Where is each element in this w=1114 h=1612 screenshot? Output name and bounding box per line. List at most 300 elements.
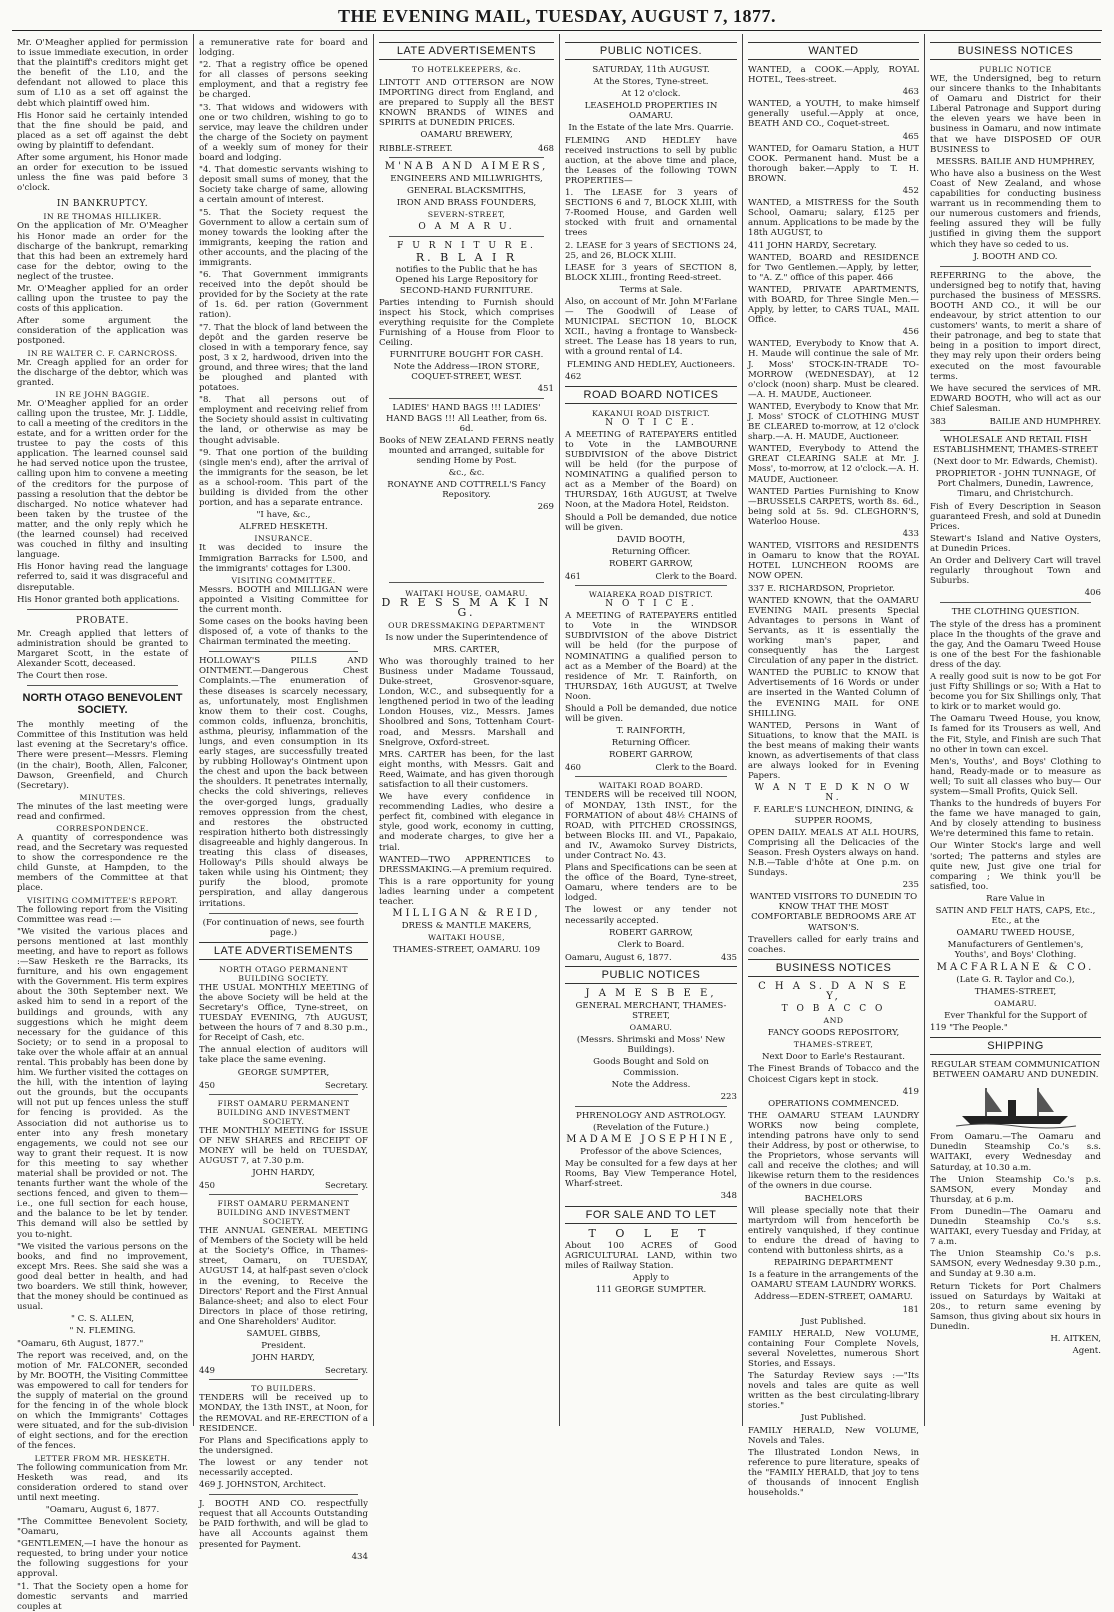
- article-headline: NORTH OTAGO BENEVOLENT SOCIETY.: [22, 692, 183, 717]
- section-heading: IN BANKRUPTCY.: [56, 199, 149, 210]
- divider: [389, 398, 544, 399]
- divider: [389, 157, 544, 158]
- paragraph: After some argument the consideration of the application was postponed.: [17, 316, 188, 347]
- advert-footer: [199, 1180, 368, 1190]
- column-2: [194, 34, 374, 1562]
- paragraph: Should a Poll be demanded, due notice will be given.: [565, 512, 737, 533]
- advert-title: M'NAB AND AIMERS,: [384, 160, 549, 172]
- paragraph: "Oamaru, 6th August, 1877.": [17, 1338, 144, 1349]
- advert-number: 461: [565, 571, 581, 582]
- paragraph: "The Committee Benevolent Society, "Oamaru,: [17, 1517, 188, 1538]
- divider: [940, 602, 1091, 603]
- divider: [209, 913, 358, 914]
- advert-number: 348: [720, 1191, 737, 1202]
- paragraph: This is a rare opportunity for young ladies learning under a competent teacher.: [379, 876, 554, 907]
- signature: ROBERT GARROW,: [608, 558, 693, 569]
- sub-heading: VISITING COMMITTEE.: [231, 575, 336, 585]
- paragraph: LINTOTT AND OTTERSON are NOW IMPORTING direct from England, and are prepared to Supply all the BEST KNOWN BRANDS of WINES and SPIRITS at DUNEDIN PRICES.: [379, 78, 554, 129]
- title: Secretary.: [325, 1365, 368, 1376]
- paragraph: His Honor granted both applications.: [17, 594, 180, 605]
- paragraph: N O T I C E.: [605, 599, 697, 610]
- paragraph: MRS. CARTER,: [433, 644, 500, 655]
- advert-heading: FIRST OAMARU PERMANENT BUILDING AND INVESTMENT SOCIETY.: [216, 1199, 351, 1227]
- wanted-advert: WANTED, Everybody to Know that A. H. Maude will continue the sale of Mr. J. Moss' STOCK-IN-TRADE TO-MORROW (WEDNESDAY), at 12 o'clock (noon) sharp. Must be cleared.—A. H. MAUDE, Auctioneer.: [748, 339, 919, 400]
- paragraph: "9. That one portion of the building (single men's end), after the arrival of the immigrants for the season, be let as a school-room. This part of the building is divided from the other portion, and has a separate entrance.: [199, 447, 368, 509]
- paragraph: MRS. CARTER has been, for the last eight months, with Messrs. Gait and Reed, Waimate, and has given thorough satisfaction to all their customers.: [379, 749, 554, 790]
- paragraph: F. EARLE'S LUNCHEON, DINING, & SUPPER ROOMS,: [753, 805, 914, 826]
- paragraph: The Finest Brands of Tobacco and the Choicest Cigars kept in stock.: [748, 1064, 919, 1085]
- title: Clerk to Board.: [617, 939, 685, 950]
- paragraph: Ever Thankful for the Support of: [944, 1010, 1087, 1021]
- paragraph: "8. That all persons out of employment and receiving relief from the Society should assist in cultivating the land, or otherwise as may be thought advisable.: [199, 395, 368, 446]
- paragraph: FAMILY HERALD, New VOLUME, Novels and Tales.: [748, 1425, 919, 1446]
- paragraph: 119 "The People.": [930, 1022, 1008, 1033]
- paragraph: Professor of the above Sciences,: [580, 1147, 722, 1158]
- paragraph: THAMES-STREET,: [793, 1040, 874, 1050]
- wanted-advert: WANTED, BOARD and RESIDENCE for Two Gentlemen.—Apply, by letter, to "A. Z." office of this paper. 466: [748, 252, 919, 283]
- paragraph: The Illustrated London News, in reference to pure literature, speaks of the "FAMILY HERALD, that joy to tens of thousands of innocent English households.": [748, 1447, 919, 1499]
- case-heading: IN RE WALTER C. F. CARNCROSS.: [27, 348, 178, 358]
- paragraph: OAMARU TWEED HOUSE,: [956, 928, 1075, 939]
- divider: [575, 1106, 727, 1107]
- paragraph: T O B A C C O: [781, 1003, 886, 1014]
- paragraph: WE, the Undersigned, beg to return our sincere thanks to the Inhabitants of Oamaru and District for their Liberal Patronage and Support during the eleven years we have been in business in Oamaru, and now intimate that we have DISPOSED OF OUR BUSINESS to: [930, 74, 1101, 155]
- paragraph: (Revelation of the Future.): [592, 1122, 710, 1133]
- title: Secretary.: [325, 1180, 368, 1191]
- paragraph: "6. That Government immigrants received into the depôt should be provided for by the Society at the rate of 1s. 6d. per ration (Government ration).: [199, 270, 368, 321]
- sub-heading: CORRESPONDENCE.: [56, 824, 149, 833]
- paragraph: Just Published.: [800, 1413, 867, 1424]
- paragraph: LEASE for 3 years of SECTION 8, BLOCK XLIII., fronting Reed-street.: [565, 262, 737, 283]
- paragraph: DRESS & MANTLE MAKERS,: [401, 921, 532, 932]
- wanted-advert: WANTED, PRIVATE APARTMENTS, with BOARD, for Three Single Men.—Apply, by letter, to CARS TUAL, MAIL Office.: [748, 284, 919, 326]
- paragraph: Parties intending to Furnish should inspect his Stock, which comprises everything requisite for the Complete Furnishing of a House from Floor to Ceiling.: [379, 297, 554, 348]
- paragraph: THE ANNUAL GENERAL MEETING of Members of the Society will be held at the Society's Office, in Thames-street, Oamaru, on TUESDAY, AUGUST 14, at half-past seven o'clock in the evening, to Receive the Directors' Report and the First Annual Balance-sheet; and also to elect Four Directors in place of those retiring, and One Shareholders' Auditor.: [199, 1226, 368, 1327]
- signature: ALFRED HESKETH.: [239, 522, 328, 533]
- paragraph: Terms at Sale.: [619, 284, 683, 295]
- paragraph: His Honor said he certainly intended that the fine should be paid, and placed as a set off against the debt owing by plaintiff to defendant.: [17, 110, 188, 151]
- signature: ROBERT GARROW,: [608, 750, 693, 761]
- verse: The style of the dress has a prominent place In the thoughts of the grave and the gay, And the Oamaru Tweed House is one of the best For the fashionable dress of the day.: [930, 619, 1101, 670]
- advert-heading: FIRST OAMARU PERMANENT BUILDING AND INVESTMENT SOCIETY.: [216, 1098, 351, 1126]
- divider: [940, 266, 1091, 267]
- paragraph: Manufacturers of Gentlemen's, Youths', and Boys' Clothing.: [947, 940, 1084, 961]
- paragraph: Is a feature in the arrangements of the OAMARU STEAM LAUNDRY WORKS.: [748, 1270, 919, 1291]
- advert-number: 449: [199, 1365, 215, 1376]
- paragraph: THAMES-STREET, OAMARU. 109: [392, 945, 541, 956]
- paragraph: May be consulted for a few days at her Rooms, Bay View Temperance Hotel, Wharf-street.: [565, 1159, 737, 1190]
- sub-heading: INSURANCE.: [254, 534, 313, 544]
- advert-footer: [565, 762, 737, 772]
- masthead: THE EVENING MAIL, TUESDAY, AUGUST 7, 1877.: [337, 6, 777, 26]
- paragraph: Rare Value in: [986, 893, 1045, 904]
- sub-heading: LETTER FROM MR. HESKETH.: [34, 1453, 171, 1463]
- paragraph: J. BOOTH AND CO. respectfully request that all Accounts Outstanding be PAID forthwith, and will be glad to have all Accounts against them presented for Payment.: [199, 1499, 368, 1550]
- paragraph: OAMARU.: [629, 1023, 673, 1033]
- paragraph: OPEN DAILY. MEALS AT ALL HOURS, Comprising all the Delicacies of the Season. Fresh Oysters always on hand. N.B.—Table d'hôte at One p.m. on Sundays.: [748, 827, 919, 879]
- paragraph: (Late G. R. Taylor and Co.),: [956, 974, 1075, 985]
- paragraph: From Dunedin—The Oamaru and Dunedin Steamship Co.'s s.s. WAITAKI, every Tuesday and Friday, at 7 a.m.: [930, 1206, 1101, 1248]
- advert-title: R. B L A I R: [415, 251, 518, 265]
- paragraph: OAMARU.: [994, 998, 1037, 1008]
- date: Oamaru, August 6, 1877.: [565, 951, 672, 962]
- advert-number: 452: [902, 186, 919, 197]
- paragraph: FLEMING AND HEDLEY have received instructions to sell by public auction, at the above time and place, the Leases of the following TOWN PROPERTIES—: [565, 135, 737, 186]
- paragraph: Goods Bought and Sold on Commission.: [593, 1057, 709, 1078]
- paragraph: "3. That widows and widowers with one or two children, wishing to go to service, may leave the children under the charge of the Society on payment of a weekly sum of money for their board and lodging.: [199, 102, 368, 164]
- column-4: [560, 34, 743, 1426]
- case-heading: IN RE THOMAS HILLIKER.: [43, 212, 162, 222]
- paragraph: THE MONTHLY MEETING for ISSUE OF NEW SHARES and RECEIPT OF MONEY will be held on TUESDAY, AUGUST 7, at 7.30 p.m.: [199, 1125, 368, 1166]
- signature: BAILIE AND HUMPHREY.: [989, 416, 1101, 426]
- title: Secretary.: [325, 1079, 368, 1090]
- signature: J. BOOTH AND CO.: [973, 251, 1058, 262]
- wanted-advert: WANTED VISITORS TO DUNEDIN TO KNOW THAT THE MOST COMFORTABLE BEDROOMS ARE AT WATSON'S.: [749, 892, 918, 933]
- paragraph: Plans and Specifications can be seen at the office of the Board, Tyne-street, Oamaru, where tenders are to be lodged.: [565, 863, 737, 904]
- divider: [209, 1379, 358, 1380]
- column-5: [743, 34, 925, 1499]
- divider: [575, 776, 727, 777]
- paragraph: Mr. Creagh applied for an order for the discharge of the debtor, which was granted.: [17, 357, 188, 388]
- paragraph: The following communication from Mr. Hesketh was read, and its consideration ordered to stand over until next meeting.: [17, 1462, 188, 1503]
- paragraph: "5. That the Society request the Government to allow a certain sum of money towards the looking after the immigrants, keeping the ration and other accounts, and the placing of the immigrants.: [199, 207, 368, 268]
- advert-number: 460: [565, 762, 581, 773]
- paragraph: (Messrs. Shrimski and Moss' New Buildings).: [576, 1035, 726, 1056]
- wanted-advert: WANTED, Everybody to Attend the GREAT CLEARING SALE at Mr. J. Moss', to-morrow, at 12 o'clock.—A. H. MAUDE, Auctioneer.: [748, 444, 919, 485]
- verse: The Oamaru Tweed House, you know, Is famed for its Trousers as well, And the Fit, Style, and Finish are such That no other in town can excel.: [930, 714, 1101, 755]
- advert-heading: NORTH OTAGO PERMANENT BUILDING SOCIETY.: [219, 964, 348, 983]
- advert-number: 383: [930, 416, 946, 426]
- advert-heading: BACHELORS: [804, 1193, 863, 1204]
- paragraph: "4. That domestic servants wishing to deposit small sums of money, that the Society take charge of same, allowing a certain amount of interest.: [199, 165, 368, 206]
- advert-number: 456: [902, 327, 919, 338]
- advert-heading: OPERATIONS COMMENCED.: [768, 1098, 899, 1109]
- paragraph: Mr. O'Meagher applied for an order calling upon the trustee, Mr. J. Liddle, to call a meeting of the creditors in the estate, and for a written order for the trustee to pay the costs of this application. The learned counsel said he had served notice upon the trustee, calling upon him to convene a meeting of the creditors for the purpose of passing a resolution that the debtor be discharged. No notice whatever had been taken by the trustee of the matter, and the only reply which he (the learned counsel) had received was couched in filthy and insulting language.: [17, 398, 188, 561]
- paragraph: OUR DRESSMAKING DEPARTMENT: [388, 620, 545, 630]
- paragraph: FAMILY HERALD, New VOLUME, containing Four Complete Novels, several Novelettes, numerous Short Stories, and Essays.: [748, 1328, 919, 1369]
- section-banner: PUBLIC NOTICES: [565, 966, 737, 984]
- paragraph: Books of NEW ZEALAND FERNS neatly mounted and arranged, suitable for sending Home by Post.: [379, 435, 554, 466]
- wanted-advert: WANTED Parties Furnishing to Know —BRUSSELS CARPETS, worth 8s. 6d., being sold at 5s. 9d. CLEGHORN'S, Waterloo House.: [748, 486, 919, 527]
- advert-footer: [199, 1365, 368, 1375]
- paragraph: The lowest or any tender not necessarily accepted.: [199, 1457, 368, 1478]
- divider: [209, 1494, 358, 1495]
- divider: [27, 609, 178, 610]
- paragraph: A quantity of correspondence was read, and the Secretary was requested to show the correspondence re the child Gunste, at Hampden, to the members of the Committee at that place.: [17, 833, 188, 894]
- advert-title: W A N T E D K N O W N.: [754, 783, 913, 804]
- advert-footer: [199, 1080, 368, 1090]
- paragraph: REFERRING to the above, the undersigned beg to notify that, having purchased the business of MESSRS. BOOTH AND CO., it will be our endeavour, by strict attention to our customers' wants, to merit a share of their patronage, and beg to state that being in a position to import direct, they may rely upon their orders being executed on the most favourable terms.: [930, 270, 1101, 382]
- advert-heading: WAITAKI HOUSE, OAMARU.: [405, 589, 528, 599]
- paragraph: TENDERS will be received up to MONDAY, the 13th INST., at Noon, for the REMOVAL and RE-ERECTION of a RESIDENCE.: [199, 1393, 368, 1434]
- paragraph: "We visited the various persons on the books, and find no improvement, except Mrs. Rees. She said she was a good deal better in health, and had two boarders. We still think, however, that the money should be continued as usual.: [17, 1241, 188, 1313]
- paragraph: Apply to: [632, 1272, 670, 1283]
- advert-title: J A M E S B E E,: [585, 987, 717, 999]
- advert-heading: TO HOTELKEEPERS, &c.: [411, 65, 522, 74]
- paragraph: SEVERN-STREET,: [427, 209, 506, 219]
- paragraph: "GENTLEMEN,—I have the honour as requested, to bring under your notice the following suggestions for your approval.: [17, 1539, 188, 1580]
- divider: [575, 585, 727, 586]
- paragraph: THE USUAL MONTHLY MEETING of the above Society will be held at the Secretary's Office, Tyne-street, on TUESDAY EVENING, 7th AUGUST, between the hours of 7 and 8.30 p.m., for Receipt of Cash, etc.: [199, 982, 368, 1044]
- advert-heading: KAKANUI ROAD DISTRICT.: [592, 408, 710, 418]
- advert-number: 468: [538, 142, 554, 153]
- paragraph: FURNITURE BOUGHT FOR CASH.: [389, 350, 544, 361]
- wanted-advert: WANTED the PUBLIC to KNOW that Advertisements of 16 Words or under are inserted in the Wanted Column of the EVENING MAIL for ONE SHILLING.: [748, 668, 919, 719]
- paragraph: An Order and Delivery Cart will travel regularly throughout Town and Suburbs.: [930, 556, 1101, 587]
- divider: [209, 1094, 358, 1095]
- advert-footer: [565, 571, 737, 581]
- paragraph: TENDERS will be received till NOON, of MONDAY, 13th INST., for the FORMATION of about 48½ CHAINS of ROAD, with PITCHED CROSSINGS, between Blocks III. and VI., Papakaio, and IV., Awamoko Survey Districts, under Contract No. 43.: [565, 790, 737, 861]
- paragraph: The Court then rose.: [17, 671, 108, 682]
- paragraph: LADIES' HAND BAGS !!! LADIES' HAND BAGS !!! All Leather, from 6s. 6d.: [386, 403, 547, 434]
- paragraph: THE OAMARU STEAM LAUNDRY WORKS now being complete, intending patrons have only to send their Address, by post or otherwise, to the Proprietors, whose servants will call and receive the clothes; and will likewise return them to the residences of the owners in due course.: [748, 1110, 919, 1192]
- paragraph: a remunerative rate for board and lodging.: [199, 38, 368, 59]
- title: Clerk to the Board.: [655, 762, 737, 773]
- signature: GEORGE SUMPTER,: [237, 1067, 330, 1078]
- paragraph: Travellers called for early trains and coaches.: [748, 934, 919, 955]
- advert-title: WHOLESALE AND RETAIL FISH ESTABLISHMENT, THAMES-STREET: [933, 435, 1098, 456]
- paragraph: It was decided to insure the Immigration Barracks for L500, and the immigrants' cottages for L300.: [199, 543, 368, 574]
- verse: Our Winter Stock's large and well 'sorted; The patterns and styles are quite new, Just give one trial for comparing ; We think you'll be satisfied, too.: [930, 841, 1101, 892]
- section-banner: ROAD BOARD NOTICES: [565, 386, 737, 404]
- signature: " C. S. ALLEN,: [70, 1314, 135, 1325]
- advert-number: 434: [351, 1551, 368, 1562]
- title: Returning Officer.: [611, 546, 691, 557]
- paragraph: "We visited the various places and persons mentioned at last monthly meeting, and have to report as follows :—Saw Hesketh re the Barracks, its furniture, and his own engagement with the Government. His term expires about the 30th September next. We asked him to send in a report of the buildings and grounds, with any suggestions which he might deem necessary for the guidance of this Society; or to send in a proposal to take over the whole affair at an annual rental. This probably has been done by him. We further visited the cottages on the hill, with the intention of laying out the grounds, but the occupants will not put up fences unless the stuff for fencing is provided. As the Association did not authorise us to enter into any fresh monetary engagements, we could not see our way to grant their request. It is now for this meeting to say whether material shall be provided or not. The tenants further want the whole of the sections fenced, and given to them—i.e., one full section for each house, and the balance to be let by tender. This demand will also be settled by you to-night.: [17, 926, 188, 1240]
- paragraph: OAMARU BREWERY,: [420, 130, 513, 141]
- paragraph: The annual election of auditors will take place the same evening.: [199, 1045, 368, 1066]
- address: RIBBLE-STREET.: [379, 142, 453, 153]
- verse: A really good suit is now to be got For just Fifty Shillings or so; With a Hat to become you for Six Shillings only, That to kirk or to market would go.: [930, 671, 1101, 713]
- paragraph: GENERAL BLACKSMITHS,: [407, 185, 526, 196]
- divider: [389, 236, 544, 237]
- section-banner: SHIPPING: [930, 1037, 1101, 1055]
- paragraph: Who have also a business on the West Coast of New Zealand, and whose capabilities for conducting business warrant us in recommending them to our numerous customers and friends, feeling assured they will be fully justified in giving them the support which they have so ceded to us.: [930, 168, 1101, 250]
- advert-number: 235: [902, 880, 919, 891]
- wanted-advert: WANTED, a YOUTH, to make himself generally useful.—Apply at once, BEATH AND CO., Coquet-street.: [748, 99, 919, 130]
- wanted-advert: WANTED, for Oamaru Station, a HUT COOK. Permanent hand. Must be a thorough baker.—Apply to T. H. BROWN.: [748, 143, 919, 184]
- paragraph: AND: [823, 1016, 844, 1026]
- paragraph: His Honor having read the language referred to, said it was disgraceful and disreputable.: [17, 562, 188, 593]
- advert-heading: PHRENOLOGY AND ASTROLOGY.: [576, 1110, 726, 1121]
- advert-heading: WAITAKI ROAD BOARD.: [598, 781, 704, 791]
- wanted-advert: WANTED, Persons in Want of Situations, to know that the MAIL is the best means of making their wants known, as advertisements of that class are always looked for in Evening Papers.: [748, 720, 919, 782]
- column-1: [12, 34, 194, 1612]
- paragraph: About 100 ACRES of Good AGRICULTURAL LAND, within two miles of Railway Station.: [565, 1240, 737, 1271]
- advert-title: C H A S. D A N S E Y,: [758, 980, 909, 1002]
- signature: 337 E. RICHARDSON, Proprietor.: [748, 583, 895, 594]
- paragraph: 2. LEASE for 3 years of SECTIONS 24, 25, and 26, BLOCK XLIII.: [565, 240, 737, 261]
- verse: Thanks to the hundreds of buyers For the fame we have managed to gain, And by closely attending to business We're determined this fame to retain.: [930, 799, 1101, 840]
- paragraph: After some argument, his Honor made an order for execution to be issued unless the fine was paid before 3 o'clock.: [17, 153, 188, 194]
- advert-heading: REPAIRING DEPARTMENT: [773, 1258, 894, 1269]
- advert-number: 450: [199, 1180, 215, 1191]
- title: Clerk to the Board.: [655, 571, 737, 582]
- divider: [27, 685, 178, 686]
- paragraph: The monthly meeting of the Committee of this Institution was held last evening at the Secretary's office. There were present—Messrs. Fleming (in the chair), Booth, Allen, Falconer, Dawson, Greenfield, and Church (Secretary).: [17, 720, 188, 791]
- signature: JOHN HARDY,: [252, 1168, 315, 1178]
- advert-heading: WAIAREKA ROAD DISTRICT.: [588, 590, 714, 600]
- paragraph: Mr. O'Meagher applied for permission to issue immediate execution, in order that the plaintiff's creditors might get the benefit of the L10, and the defendant not allowed to place this sum of L10 as a set off against the debt which plaintiff owed him.: [17, 38, 188, 109]
- signature: FLEMING AND HEDLEY, Auctioneers.: [566, 359, 736, 370]
- case-heading: IN RE JOHN BAGGIE.: [55, 389, 150, 399]
- paragraph: On the application of Mr. O'Meagher his Honor made an order for the discharge of the bankrupt, remarking that this had been an extremely hard case for the debtor, owing to the neglect of the trustee.: [17, 221, 188, 282]
- sub-heading: VISITING COMMITTEE'S REPORT.: [27, 895, 178, 905]
- paragraph: MESSRS. BAILIE AND HUMPHREY,: [936, 156, 1095, 167]
- paragraph: WANTED—TWO APPRENTICES to DRESSMAKING.—A premium required.: [379, 854, 554, 875]
- advert-title: MADAME JOSEPHINE,: [566, 1133, 736, 1145]
- section-heading: PROBATE.: [75, 615, 130, 626]
- paragraph: "Oamaru, August 6, 1877.: [45, 1504, 160, 1515]
- advert-title: T O L E T: [588, 1226, 714, 1240]
- paragraph: LEASEHOLD PROPERTIES IN OAMARU.: [584, 101, 718, 122]
- advert-title: REGULAR STEAM COMMUNICATION BETWEEN OAMARU AND DUNEDIN.: [931, 1060, 1100, 1081]
- signature: 411 JOHN HARDY, Secretary.: [748, 240, 877, 251]
- column-6: [925, 34, 1106, 1426]
- paragraph: "7. That the block of land between the depôt and the garden reserve be closed in with a temporary fence, say post, 3 x 2, hardwood, driven into the ground, and three wires; that the land be ploughed and planted with potatoes.: [199, 322, 368, 394]
- advert-heading: THE CLOTHING QUESTION.: [951, 607, 1080, 618]
- section-banner: WANTED: [748, 42, 919, 60]
- paragraph: We have every confidence in recommending Ladies, who desire a perfect fit, combined with elegance in style, good work, economy in cutting, and moderate charges, to give her a trial.: [379, 792, 554, 853]
- advert-number: 419: [902, 1086, 919, 1097]
- title: President.: [261, 1341, 306, 1352]
- paragraph: The following report from the Visiting Committee was read :—: [17, 904, 188, 925]
- signature: JOHN HARDY,: [252, 1353, 315, 1364]
- steamship-icon: [956, 1084, 1076, 1128]
- advert-number: 433: [902, 529, 919, 540]
- paragraph: The lowest or any tender not necessarily accepted.: [565, 905, 737, 926]
- paragraph: The minutes of the last meeting were read and confirmed.: [17, 801, 188, 822]
- paragraph: Just Published.: [800, 1316, 867, 1327]
- advert-number: 451: [537, 384, 554, 395]
- advert-number: 269: [537, 502, 554, 513]
- paragraph: A MEETING of RATEPAYERS entitled to Vote in the LAMBOURNE SUBDIVISION of the above District will be held (for the purpose of NOMINATING a qualified person to act as a Member of the Board) on THURSDAY, 16th AUGUST, at Twelve Noon, at the Madora Hotel, Reidston.: [565, 429, 737, 511]
- verse: Men's, Youths', and Boys' Clothing to hand, Ready-made or to measure as well; To suit all classes who buy— Our system—Small Profits, Quick Sell.: [930, 756, 1101, 797]
- advert-footer: [379, 143, 554, 153]
- divider: [209, 651, 358, 652]
- wanted-advert: WANTED, Everybody to Know that Mr. J. Moss' STOCK of CLOTHING MUST BE CLEARED to-morrow, at 12 o'clock sharp.—A. H. MAUDE, Auctioneer.: [748, 401, 919, 443]
- paragraph: "2. That a registry office be opened for all classes of persons seeking employment, and that a registry fee be charged.: [199, 60, 368, 101]
- paragraph: Should a Poll be demanded, due notice will be given.: [565, 703, 737, 725]
- wanted-advert: WANTED, a COOK.—Apply, ROYAL HOTEL, Tees-street.: [748, 65, 919, 86]
- section-banner: PUBLIC NOTICES.: [565, 42, 737, 60]
- signature: "I have, &c.,: [256, 510, 311, 521]
- wanted-advert: WANTED, VISITORS and RESIDENTS in Oamaru to know that the ROYAL HOTEL LUNCHEON ROOMS are NOW OPEN.: [748, 541, 919, 582]
- signature: T. RAINFORTH,: [616, 726, 686, 737]
- paragraph: The Union Steamship Co.'s p.s. SAMSON, every Monday and Thursday, at 6 p.m.: [930, 1174, 1101, 1205]
- holloway-advert: HOLLOWAY'S PILLS AND OINTMENT.—Dangerous Chest Complaints.—The enumeration of these diseases is scarcely necessary, as, unfortunately, most Englishmen know them to their cost. Coughs, common colds, influenza, bronchitis, asthma, pleurisy, inflammation of the lungs, and even consumption in its early stages, are successfully treated by rubbing Holloway's Ointment upon the chest and upon the back between the shoulders. It penetrates internally, checks the cold shiverings, relieves the over-gorged lungs, gradually removes oppression from the chest, and restores the obstructed respiration hitherto both distressingly disagreeable and highly dangerous. In treating this class of diseases, Holloway's Pills should always be taken while using his Ointment; they purify the blood, promote perspiration, and allay dangerous irritations.: [199, 656, 368, 909]
- paragraph: Note the Address.: [611, 1079, 691, 1090]
- paragraph: Also, on account of Mr. John M'Farlane— The Goodwill of Lease of MUNICIPAL SECTION 10, BLOCK XCII., having a frontage to Wansbeck-street. The Lease has 18 years to run, with a ground rental of L4.: [565, 296, 737, 358]
- paragraph: WAITAKI HOUSE,: [428, 933, 505, 943]
- section-banner: BUSINESS NOTICES: [748, 959, 919, 977]
- paragraph: Will please specially note that their martyrdom will from henceforth be entirely vanquished, if they continue to endure the dread of having to contend with buttonless shirts, as a: [748, 1205, 919, 1257]
- advert-footer: [930, 416, 1101, 426]
- paragraph: At the Stores, Tyne-street.: [593, 77, 709, 88]
- paragraph: Next Door to Earle's Restaurant.: [762, 1052, 905, 1063]
- paragraph: In the Estate of the late Mrs. Quarrie.: [568, 123, 734, 134]
- paragraph: THAMES-STREET,: [974, 986, 1057, 997]
- advert-number: 406: [1084, 588, 1101, 599]
- signature: 469 J. JOHNSTON, Architect.: [199, 1480, 326, 1491]
- paragraph: Messrs. BOOTH and MILLIGAN were appointed a Visiting Committee for the current month.: [199, 584, 368, 615]
- wanted-advert: WANTED KNOWN, that the OAMARU EVENING MAIL presents Special Advantages to persons in Want of Servants, as it is essentially the working man's paper, and consequently has the Largest Circulation of any paper in the district.: [748, 595, 919, 667]
- paragraph: Is now under the Superintendence of: [385, 632, 548, 643]
- column-3: [374, 34, 560, 1426]
- divider: [209, 1194, 358, 1195]
- paragraph: Return Tickets for Port Chalmers issued on Saturdays by Waitaki at 20s., to return same evening by Samson, thus giving about six hours in Dunedin.: [930, 1281, 1101, 1332]
- divider: [389, 582, 544, 583]
- paragraph: At 12 o'clock.: [621, 89, 681, 100]
- advert-heading: F U R N I T U R E.: [397, 241, 536, 252]
- signature: SAMUEL GIBBS,: [246, 1329, 321, 1340]
- advert-number: 181: [902, 1304, 919, 1315]
- paragraph: Mr. O'Meagher applied for an order calling upon the trustee to pay the costs of this application.: [17, 283, 188, 315]
- paragraph: (Next door to Mr. Edwards, Chemist).: [933, 457, 1098, 468]
- paragraph: Some cases on the books having been disposed of, a vote of thanks to the Chairman terminated the meeting.: [199, 616, 368, 648]
- advert-title: MACFARLANE & CO.: [936, 961, 1095, 973]
- paragraph: 1. The LEASE for 3 years of SECTIONS 6 and 7, BLOCK XLIII, with 7-Roomed House, and Garden well stocked with fruit and ornamental trees: [565, 188, 737, 239]
- advert-heading: PUBLIC NOTICE: [979, 65, 1052, 74]
- title: Returning Officer.: [611, 738, 691, 749]
- paragraph: IRON AND BRASS FOUNDERS,: [396, 197, 537, 208]
- paragraph: The Saturday Review says :—"Its novels and tales are quite as well written as the best circulating-library stories.": [748, 1371, 919, 1412]
- signature: " N. FLEMING.: [69, 1326, 136, 1337]
- paragraph: GENERAL MERCHANT, THAMES-STREET,: [575, 1000, 727, 1022]
- paragraph: O A M A R U.: [418, 222, 515, 233]
- title: Agent.: [1072, 1346, 1101, 1357]
- section-banner: LATE ADVERTISEMENTS: [199, 942, 368, 960]
- paragraph: N O T I C E.: [605, 417, 697, 428]
- paragraph: A MEETING of RATEPAYERS entitled to Vote in the WINDSOR SUBDIVISION of the above District will be held (for the purpose of NOMINATING a qualified person to act as a Member of the Board) at the residence of Mr. T. Rainforth, on THURSDAY, 16th AUGUST, at Twelve Noon.: [565, 611, 737, 702]
- paragraph: We have secured the services of MR. EDWARD BOOTH, who will act as our Chief Salesman.: [930, 383, 1101, 414]
- divider: [940, 430, 1091, 431]
- paragraph: Stewart's Island and Native Oysters, at Dunedin Prices.: [930, 533, 1101, 554]
- continuation-note: (For continuation of news, see fourth page.): [202, 917, 365, 938]
- paragraph: SATIN AND FELT HATS, CAPS, Etc., Etc., at the: [935, 906, 1096, 927]
- signature: ROBERT GARROW,: [608, 927, 693, 938]
- paragraph: notifies to the Public that he has Opened his Large Repository for SECOND-HAND FURNITURE.: [395, 265, 538, 296]
- paragraph: RONAYNE AND COTTRELL'S Fancy Repository.: [387, 480, 546, 501]
- paragraph: "1. That the Society open a home for domestic servants and married couples at: [17, 1581, 188, 1612]
- advert-title: MILLIGAN & REID,: [392, 908, 541, 920]
- paragraph: Fish of Every Description in Season guaranteed Fresh, and sold at Dunedin Prices.: [930, 501, 1101, 532]
- advert-number: 435: [721, 951, 737, 962]
- newspaper-columns: [12, 34, 1106, 1612]
- signature: H. AITKEN,: [1050, 1334, 1101, 1345]
- paragraph: &c., &c.: [448, 468, 485, 478]
- signature: DAVID BOOTH,: [616, 534, 686, 545]
- advert-heading: TO BUILDERS.: [251, 1384, 316, 1394]
- advert-footer: [565, 952, 737, 962]
- paragraph: ENGINEERS AND MILLWRIGHTS,: [390, 173, 543, 184]
- advert-number: 465: [902, 131, 919, 142]
- paragraph: SATURDAY, 11th AUGUST.: [592, 65, 710, 75]
- paragraph: The Union Steamship Co.'s p.s. SAMSON, every Wednesday 9.30 p.m., and Sunday at 9.30 a.m.: [930, 1249, 1101, 1280]
- advert-title: D R E S S M A K I N G.: [381, 596, 552, 620]
- paragraph: Mr. Creagh applied that letters of administration should be granted to Margaret Scott, in the estate of Alexander Scott, deceased.: [17, 628, 188, 669]
- signature: 111 GEORGE SUMPTER.: [595, 1285, 707, 1295]
- paragraph: Address—EDEN-STREET, OAMARU.: [754, 1292, 913, 1303]
- advert-number: 450: [199, 1079, 215, 1090]
- paragraph: Note the Address—IRON STORE, COQUET-STREET, WEST.: [393, 362, 540, 383]
- paragraph: Who was thoroughly trained to her Business under Madame Toussaud, Duke-street, Grosvenor-square, London, W.C., and subsequently for a lengthened period in two of the leading London Houses, viz., Messrs. James Shoolbred and Sons, Tottenham Court-road, and Messrs. Marshall and Snelgrove, Oxford-street.: [379, 656, 554, 748]
- sub-heading: MINUTES.: [79, 792, 126, 802]
- advert-number: 463: [902, 87, 919, 98]
- paragraph: PROPRIETOR - JOHN TUNNAGE, Of Port Chalmers, Dunedin, Lawrence, Timaru, and Christchurch.: [935, 469, 1096, 500]
- masthead-rule: [12, 30, 1102, 31]
- section-banner: BUSINESS NOTICES: [930, 42, 1101, 60]
